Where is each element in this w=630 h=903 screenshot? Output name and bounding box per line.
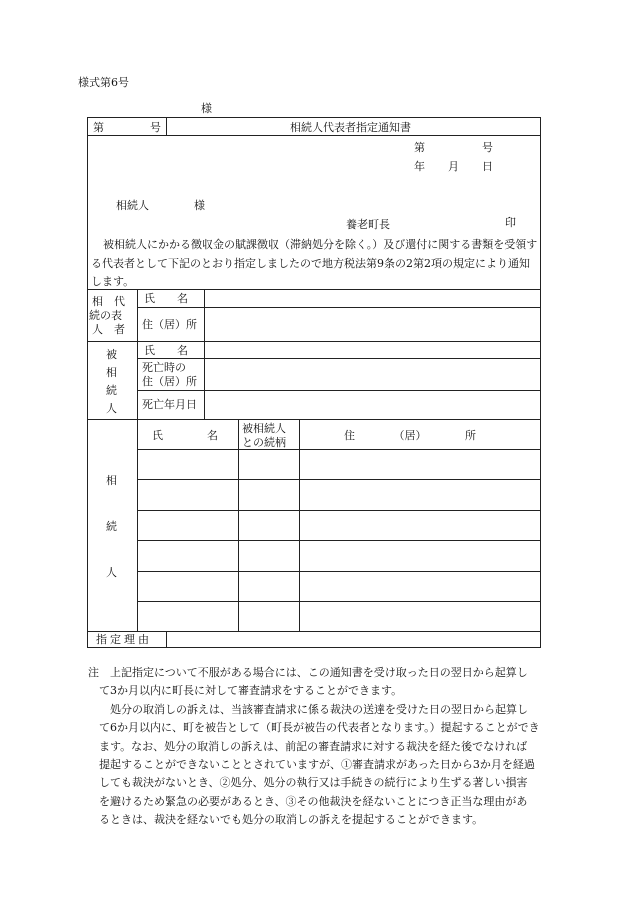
heirs-col-address: 住 （居） 所 [344,429,476,442]
date-day: 日 [482,160,493,173]
note-line-6: 提起することができないこととされていますが、①審査請求があった日から3か月を経過 [88,758,535,772]
rule-under-deceased [87,419,541,420]
heirs-section-char-3: 人 [106,566,117,579]
rule-dec-name [137,358,541,359]
heirs-col-relation-2: との続柄 [242,436,286,449]
rule-reason-split [166,631,167,648]
rep-section-line-1: 相 代 [92,295,125,308]
document-title: 相続人代表者指定通知書 [290,121,411,134]
rep-section-line-3: 人 者 [92,323,125,336]
dec-address-label-1: 死亡時の [142,361,186,374]
rule-dec-address [137,390,541,391]
appeal-notes [88,664,558,830]
heirs-section-char-1: 相 [106,474,117,487]
note-line-8: を避けるため緊急の必要があるとき、③その他裁決を経ないことにつき正当な理由があ [88,794,528,808]
rule-heir-row-1 [137,479,541,480]
rule-label-col [204,289,205,419]
rule-under-rep [87,341,541,342]
note-line-1: 注 上記指定について不服がある場合には、この通知書を受け取った日の翌日から起算し [88,666,528,679]
rule-under-header [87,135,541,136]
note-line-7: しても裁決がないとき、②処分、処分の執行又は手続きの続行により生ずる著しい損害 [88,776,528,790]
dec-death-date-label: 死亡年月日 [142,398,197,411]
note-line-5: ます。なお、処分の取消しの訴えは、前記の審査請求に対する裁決を経た後でなければ [88,739,528,753]
issuer-seal: 印 [505,216,516,229]
reason-label: 指定理由 [96,633,152,646]
heirs-section-char-2: 続 [106,520,117,533]
note-line-3: 処分の取消しの訴えは、当該審査請求に係る裁決の送達を受けた日の翌日から起算し [88,702,528,716]
note-line-9: るときは、裁決を経ないでも処分の取消しの訴えを提起することができます。 [88,813,484,827]
body-line-2: る代表者として下記のとおり指定しましたので地方税法第9条の2第2項の規定により通知 [91,257,530,270]
rule-rep-name [137,307,541,308]
rule-above-reason [87,631,541,632]
heirs-col-name: 氏 名 [152,429,218,442]
doc-number-dai: 第 [414,141,425,154]
heir-greeting-label: 相続人 [116,199,149,212]
date-month: 月 [448,160,459,173]
issuer-name: 養老町長 [346,218,390,231]
dec-section-char-1: 被 [106,348,117,361]
note-line-4: て6か月以内に、町を被告として（町長が被告の代表者となります。）提起することができ [88,721,540,735]
note-line-2: て3か月以内に町長に対して審査請求をすることができます。 [88,684,403,698]
body-line-1: 被相続人にかかる徴収金の賦課徴収（滞納処分を除く。）及び還付に関する書類を受領す [103,238,538,251]
rule-heir-row-5 [137,601,541,602]
dec-address-label-2: 住（居）所 [142,375,197,388]
dec-section-char-4: 人 [106,402,117,415]
rule-heir-header [137,449,541,450]
rule-heir-row-2 [137,510,541,511]
date-year: 年 [414,160,425,173]
rule-header-split [166,117,167,135]
addressee-suffix: 様 [201,102,212,115]
doc-number-go: 号 [482,141,493,154]
heirs-col-relation-1: 被相続人 [242,422,286,435]
form-number-label: 様式第6号 [78,76,129,89]
rep-name-label: 氏 名 [144,292,188,305]
heir-greeting-suffix: 様 [194,199,205,212]
rep-address-label: 住（居）所 [142,318,197,331]
rule-heir-row-4 [137,571,541,572]
rule-heir-col-1 [238,419,239,631]
dec-section-char-3: 続 [106,384,117,397]
dec-name-label: 氏 名 [144,344,188,357]
body-line-3: します。 [91,275,135,288]
rule-section-col [137,289,138,631]
dec-section-char-2: 相 [106,366,117,379]
rep-section-line-2: 続の表 [89,309,122,322]
number-cell-dai: 第 [93,121,104,134]
rule-heir-row-3 [137,540,541,541]
number-cell-go: 号 [150,121,161,134]
rule-heir-col-2 [299,419,300,631]
